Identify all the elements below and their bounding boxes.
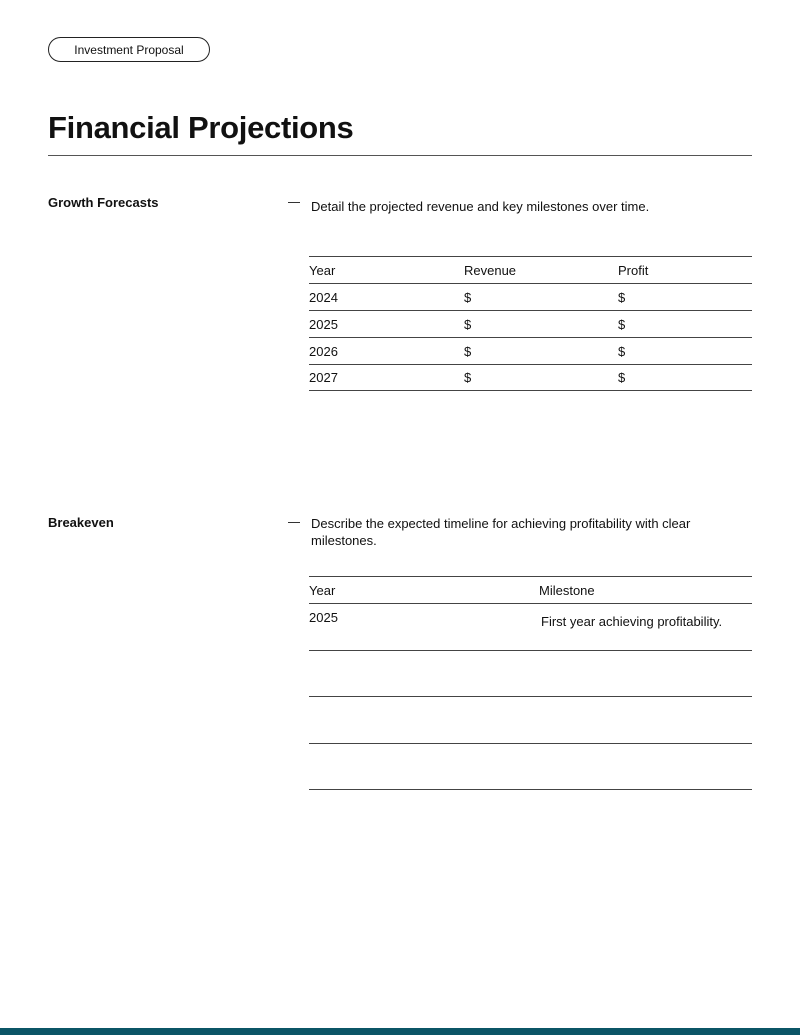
table-row <box>309 696 752 743</box>
table-row <box>309 364 752 391</box>
column-header: Profit <box>618 262 649 278</box>
page-title: Financial Projections <box>48 110 354 145</box>
badge-label: Investment Proposal <box>74 42 184 57</box>
column-header: Revenue <box>464 262 517 278</box>
cell-profit: $ <box>618 316 626 332</box>
table-row <box>309 603 752 650</box>
title-divider <box>48 155 752 156</box>
cell-profit: $ <box>618 370 626 385</box>
section-label-breakeven: Breakeven <box>48 515 114 530</box>
table-row <box>309 650 752 697</box>
document-badge <box>48 37 210 62</box>
cell-revenue: $ <box>464 370 472 385</box>
table-bottom-rule <box>309 789 752 790</box>
growth-description: Detail the projected revenue and key milestones over time. <box>311 199 650 214</box>
table-header-row <box>309 256 752 283</box>
breakeven-description: Describe the expected timeline for achieving profitability with clear milestones. <box>311 516 691 548</box>
section-label-growth: Growth Forecasts <box>48 195 159 210</box>
table-row <box>309 283 752 310</box>
table-row <box>309 337 752 364</box>
cell-year: 2027 <box>309 370 338 385</box>
table-header-row <box>309 576 752 603</box>
cell-revenue: $ <box>464 289 472 305</box>
table-row <box>309 743 752 790</box>
footer-bar <box>0 1028 800 1035</box>
growth-table <box>309 256 752 391</box>
cell-year: 2025 <box>309 610 338 625</box>
dash-icon <box>288 522 300 523</box>
cell-revenue: $ <box>464 316 472 332</box>
cell-profit: $ <box>618 289 626 305</box>
column-header: Milestone <box>539 582 595 598</box>
cell-revenue: $ <box>464 343 472 359</box>
dash-icon <box>288 202 300 203</box>
cell-milestone: First year achieving profitability. <box>541 614 723 629</box>
cell-year: 2026 <box>309 343 338 359</box>
breakeven-table <box>309 576 752 790</box>
column-header: Year <box>309 262 336 278</box>
cell-year: 2025 <box>309 316 338 332</box>
table-row <box>309 310 752 337</box>
cell-year: 2024 <box>309 289 338 305</box>
cell-profit: $ <box>618 343 626 359</box>
column-header: Year <box>309 582 336 598</box>
